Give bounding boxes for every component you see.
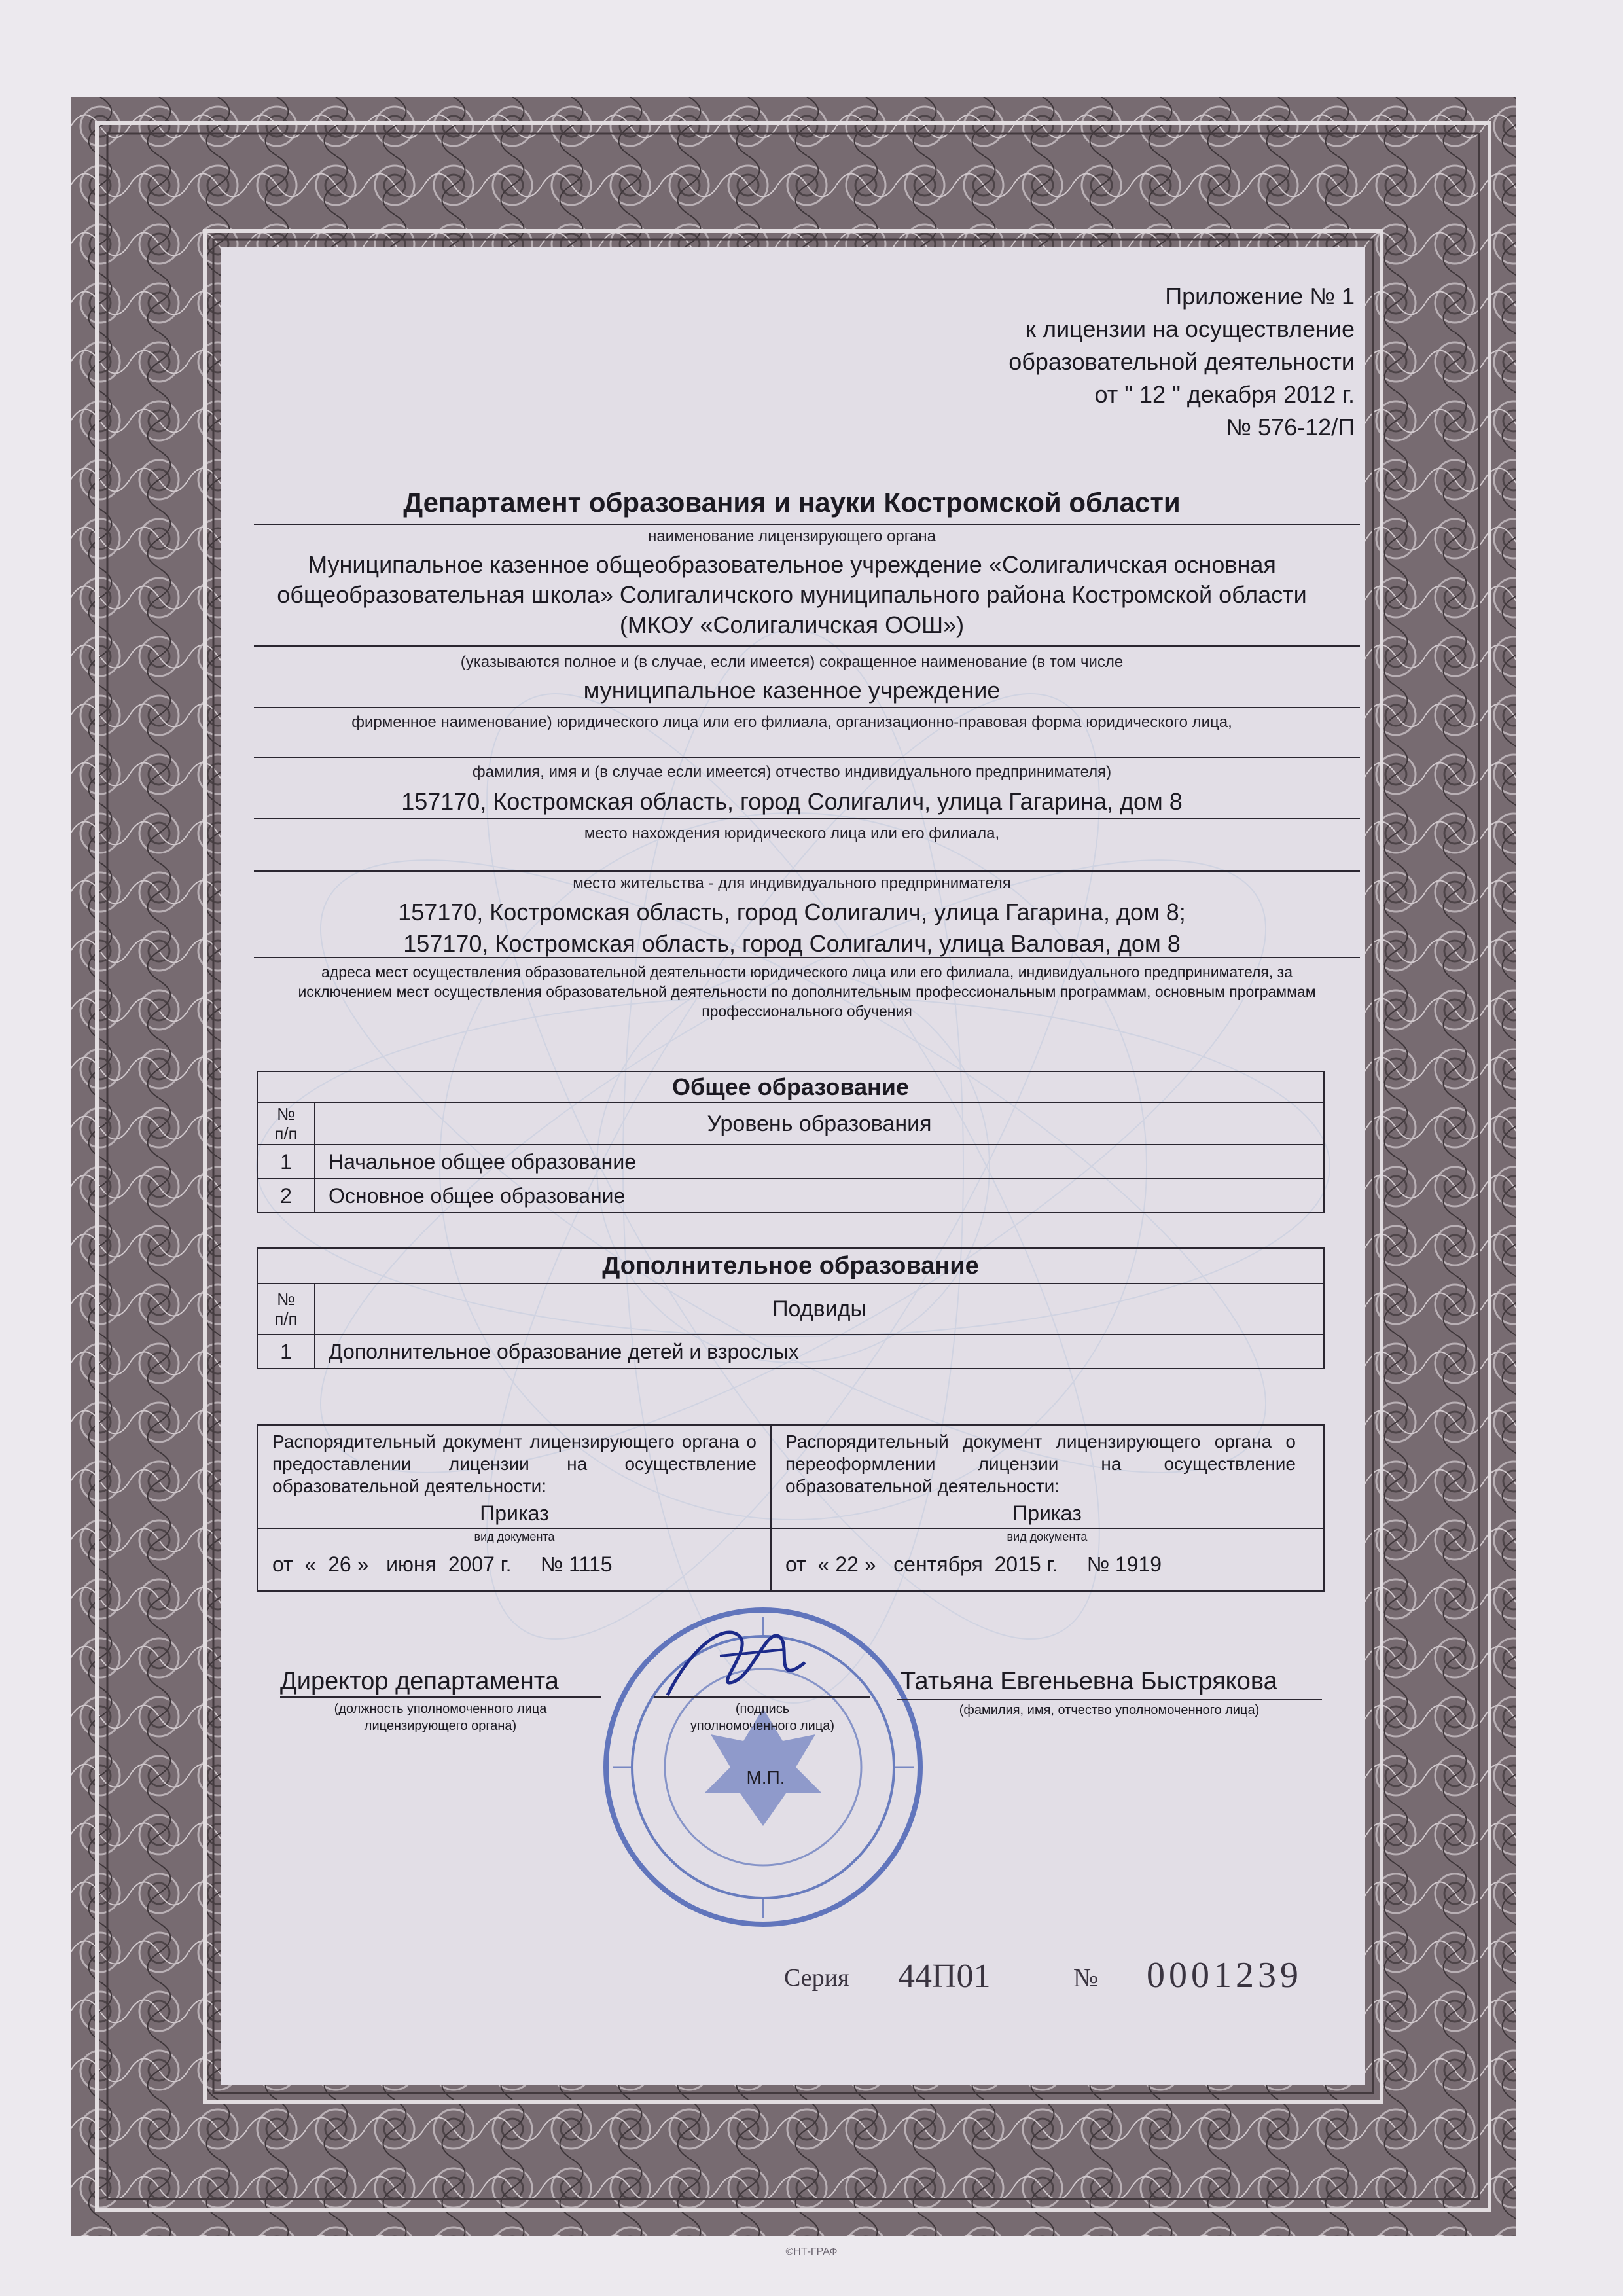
doc-right-caption: вид документа xyxy=(1007,1530,1088,1543)
signature-scribble xyxy=(654,1617,825,1708)
rule xyxy=(254,818,1360,819)
doc-left-date: от « 26 » июня 2007 г. № 1115 xyxy=(272,1552,613,1576)
authority-caption: наименование лицензирующего органа xyxy=(648,528,936,545)
row-label: Основное общее образование xyxy=(315,1179,1324,1213)
doc-right-text-line-1: Распорядительный документ лицензирующего органа о xyxy=(785,1431,1296,1452)
doc-right-text-line-3: образовательной деятельности: xyxy=(785,1476,1060,1496)
table-row xyxy=(257,1179,1324,1213)
position-caption xyxy=(280,1700,601,1734)
doc-right-type: Приказ xyxy=(1012,1501,1082,1525)
caption-form: фирменное наименование) юридического лица или его филиала, организационно-правовая форма юридического лица, xyxy=(351,713,1232,731)
address-1: 157170, Костромская область, город Солигалич, улица Гагарина, дом 8; xyxy=(398,899,1186,925)
series-label: Серия xyxy=(784,1964,849,1992)
rule xyxy=(280,1696,601,1698)
rule xyxy=(254,957,1360,958)
rule xyxy=(254,757,1360,758)
col-num-header-line-1: № xyxy=(277,1289,295,1309)
rule xyxy=(654,1696,870,1698)
appendix-line-5: № 576-12/П xyxy=(1226,414,1355,440)
caption-addresses xyxy=(254,962,1360,1021)
rule xyxy=(254,645,1360,647)
general-education-title: Общее образование xyxy=(257,1071,1324,1103)
table-row xyxy=(257,1335,1324,1369)
rule xyxy=(254,524,1360,525)
doc-left-text-line-3: образовательной деятельности: xyxy=(272,1476,547,1496)
licensee-short-name: (МКОУ «Солигаличская ООШ») xyxy=(619,611,965,638)
doc-box-right xyxy=(770,1424,1325,1592)
seal-placeholder: М.П. xyxy=(746,1767,785,1787)
row-label: Начальное общее образование xyxy=(315,1145,1324,1179)
doc-left-type: Приказ xyxy=(480,1501,549,1525)
licensee-name xyxy=(223,550,1361,640)
sign-caption-line-2: уполномоченного лица) xyxy=(690,1719,835,1733)
col-level-header: Уровень образования xyxy=(315,1103,1324,1145)
caption-addresses-line-3: профессионального обучения xyxy=(702,1003,912,1020)
rule xyxy=(254,707,1360,708)
location: 157170, Костромская область, город Солигалич, улица Гагарина, дом 8 xyxy=(401,788,1183,815)
series-value: 44П01 xyxy=(898,1958,991,1995)
caption-location: место нахождения юридического лица или его филиала, xyxy=(584,825,1000,842)
doc-left-caption: вид документа xyxy=(474,1530,555,1543)
org-form: муниципальное казенное учреждение xyxy=(583,677,1001,704)
doc-right-text-line-2: переоформлении лицензии на осуществление xyxy=(785,1454,1296,1474)
general-education-table xyxy=(257,1071,1325,1213)
col-num-header-line-1: № xyxy=(277,1104,295,1124)
table-row xyxy=(257,1145,1324,1179)
authority-name: Департамент образования и науки Костромской области xyxy=(403,487,1181,518)
signatory-position: Директор департамента xyxy=(280,1668,559,1695)
rule xyxy=(254,870,1360,872)
additional-education-table xyxy=(257,1247,1325,1369)
appendix-line-2: к лицензии на осуществление xyxy=(1026,315,1355,342)
form-number: 0001239 xyxy=(1147,1955,1302,1996)
printer-mark: ©НТ-ГРАФ xyxy=(785,2246,838,2257)
col-sub-header: Подвиды xyxy=(315,1283,1324,1335)
rule xyxy=(771,1528,1323,1529)
col-num-header-line-2: п/п xyxy=(274,1309,298,1329)
address-2: 157170, Костромская область, город Солигалич, улица Валовая, дом 8 xyxy=(403,930,1181,957)
row-num: 1 xyxy=(257,1335,315,1369)
row-num: 1 xyxy=(257,1145,315,1179)
caption-addresses-line-2: исключением мест осуществления образовательной деятельности по дополнительным профессиональным программам, основным программам xyxy=(298,983,1316,1000)
rule xyxy=(258,1528,771,1529)
doc-left-text xyxy=(272,1431,757,1475)
caption-name: (указываются полное и (в случае, если имеется) сокращенное наименование (в том числе xyxy=(460,653,1124,671)
appendix-line-1: Приложение № 1 xyxy=(1165,283,1355,310)
name-caption: (фамилия, имя, отчество уполномоченного лица) xyxy=(959,1703,1260,1717)
caption-residence: место жительства - для индивидуального предпринимателя xyxy=(573,874,1011,892)
position-caption-line-1: (должность уполномоченного лица xyxy=(334,1702,547,1716)
additional-education-title: Дополнительное образование xyxy=(257,1248,1324,1283)
col-num-header-line-2: п/п xyxy=(274,1124,298,1143)
sign-caption xyxy=(654,1700,870,1734)
col-num-header xyxy=(257,1103,315,1145)
row-label: Дополнительное образование детей и взрослых xyxy=(315,1335,1324,1369)
row-num: 2 xyxy=(257,1179,315,1213)
addresses xyxy=(223,897,1361,960)
rule xyxy=(897,1699,1322,1700)
col-num-header xyxy=(257,1283,315,1335)
appendix-header xyxy=(851,280,1355,444)
appendix-line-4: от " 12 " декабря 2012 г. xyxy=(1094,381,1355,408)
doc-right-date: от « 22 » сентября 2015 г. № 1919 xyxy=(785,1552,1162,1576)
doc-left-text-line-1: Распорядительный документ лицензирующего органа о xyxy=(272,1431,757,1452)
caption-addresses-line-1: адреса мест осуществления образовательной деятельности юридического лица или его филиала, индивидуального предпринимателя, за xyxy=(321,963,1293,980)
position-caption-line-2: лицензирующего органа) xyxy=(364,1719,517,1733)
doc-right-text xyxy=(785,1431,1296,1475)
signatory-name: Татьяна Евгеньевна Быстрякова xyxy=(901,1668,1277,1695)
licensee-name-line-1: Муниципальное казенное общеобразовательное учреждение «Солигаличская основная xyxy=(308,551,1276,578)
number-label: № xyxy=(1073,1963,1099,1992)
doc-box-left xyxy=(257,1424,772,1592)
licensee-name-line-2: общеобразовательная школа» Солигаличского муниципального района Костромской области xyxy=(277,581,1307,608)
sign-caption-line-1: (подпись xyxy=(735,1702,790,1716)
doc-left-text-line-2: предоставлении лицензии на осуществление xyxy=(272,1454,757,1474)
caption-person: фамилия, имя и (в случае если имеется) отчество индивидуального предпринимателя) xyxy=(472,763,1112,781)
appendix-line-3: образовательной деятельности xyxy=(1008,348,1355,375)
